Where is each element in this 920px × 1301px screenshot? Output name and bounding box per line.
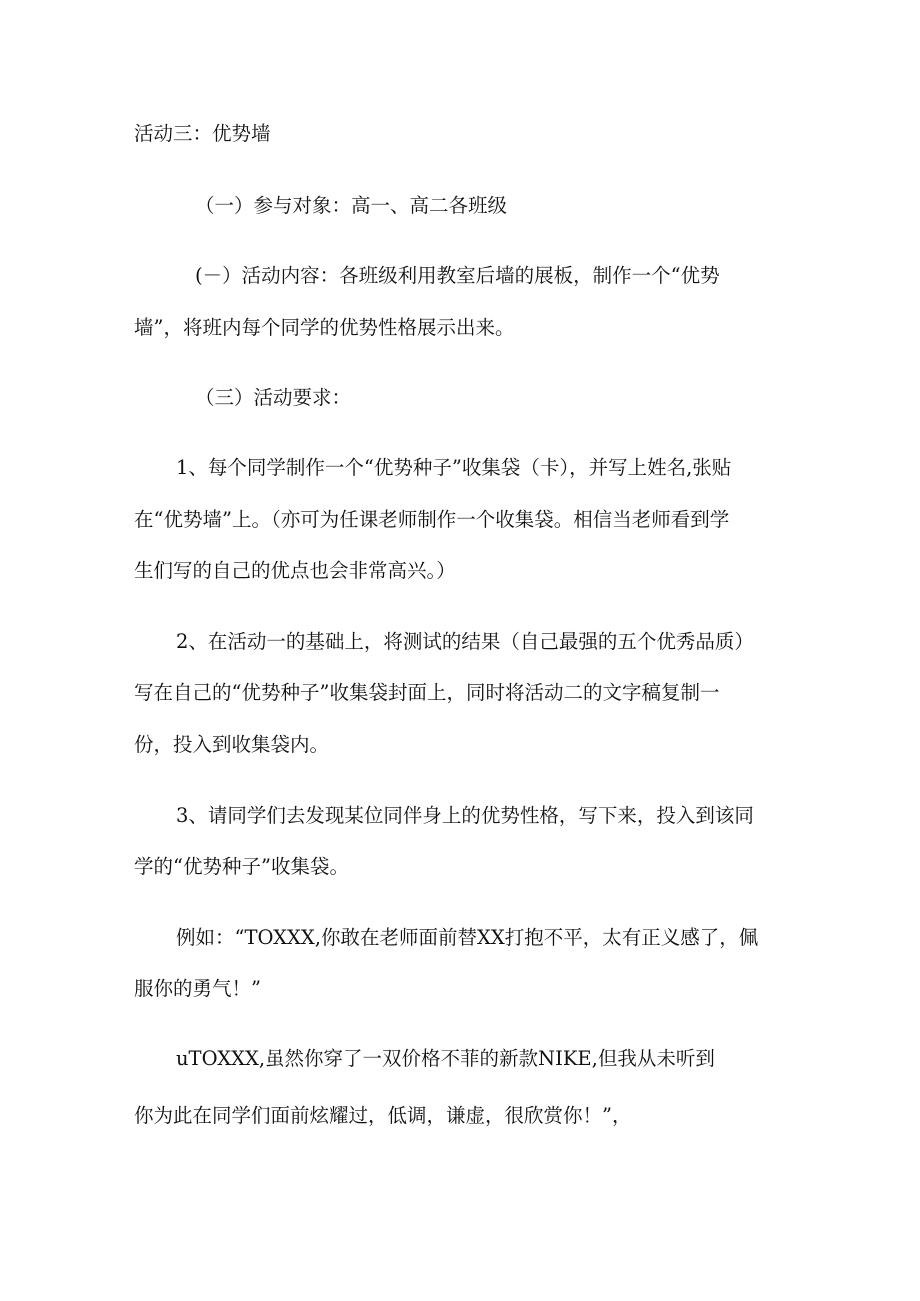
requirement-1-line-3: 生们写的自己的优点也会非常高兴。）	[134, 559, 456, 582]
document-title: 活动三：优势墙	[134, 122, 271, 145]
example-2-line-2: 你为此在同学们面前炫耀过，低调，谦虚，很欣赏你！”，	[134, 1104, 632, 1127]
requirement-1-line-1: 1、每个同学制作一个“优势种子”收集袋（卡），并写上姓名,张贴	[176, 456, 732, 479]
requirement-2-line-2: 写在自己的“优势种子”收集袋封面上，同时将活动二的文字稿复制一	[134, 681, 720, 704]
example-1-line-1: 例如：“TOXXX,你敢在老师面前替XX打抱不平，太有正义感了，佩	[176, 926, 759, 949]
requirement-2-line-3: 份，投入到收集袋内。	[134, 733, 330, 756]
requirement-3-line-1: 3、请同学们去发现某位同伴身上的优势性格，写下来，投入到该同	[176, 804, 754, 827]
example-1-line-2: 服你的勇气！”	[134, 977, 261, 1000]
requirement-1-line-2: 在“优势墙”上。（亦可为任课老师制作一个收集袋。相信当老师看到学	[134, 508, 730, 531]
section-participants: （一）参与对象：高一、高二各班级	[195, 194, 508, 217]
requirement-3-line-2: 学的“优势种子”收集袋。	[134, 855, 349, 878]
requirement-2-line-1: 2、在活动一的基础上，将测试的结果（自己最强的五个优秀品质）	[176, 630, 754, 653]
section-content-line-2: 墙”，将班内每个同学的优势性格展示出来。	[134, 316, 515, 339]
section-content-line-1: (－）活动内容：各班级利用教室后墙的展板，制作一个“优势	[195, 264, 720, 287]
section-requirements: （三）活动要求：	[195, 386, 352, 409]
example-2-line-1: uTOXXX,虽然你穿了一双价格不菲的新款NIKE,但我从未听到	[176, 1047, 715, 1070]
